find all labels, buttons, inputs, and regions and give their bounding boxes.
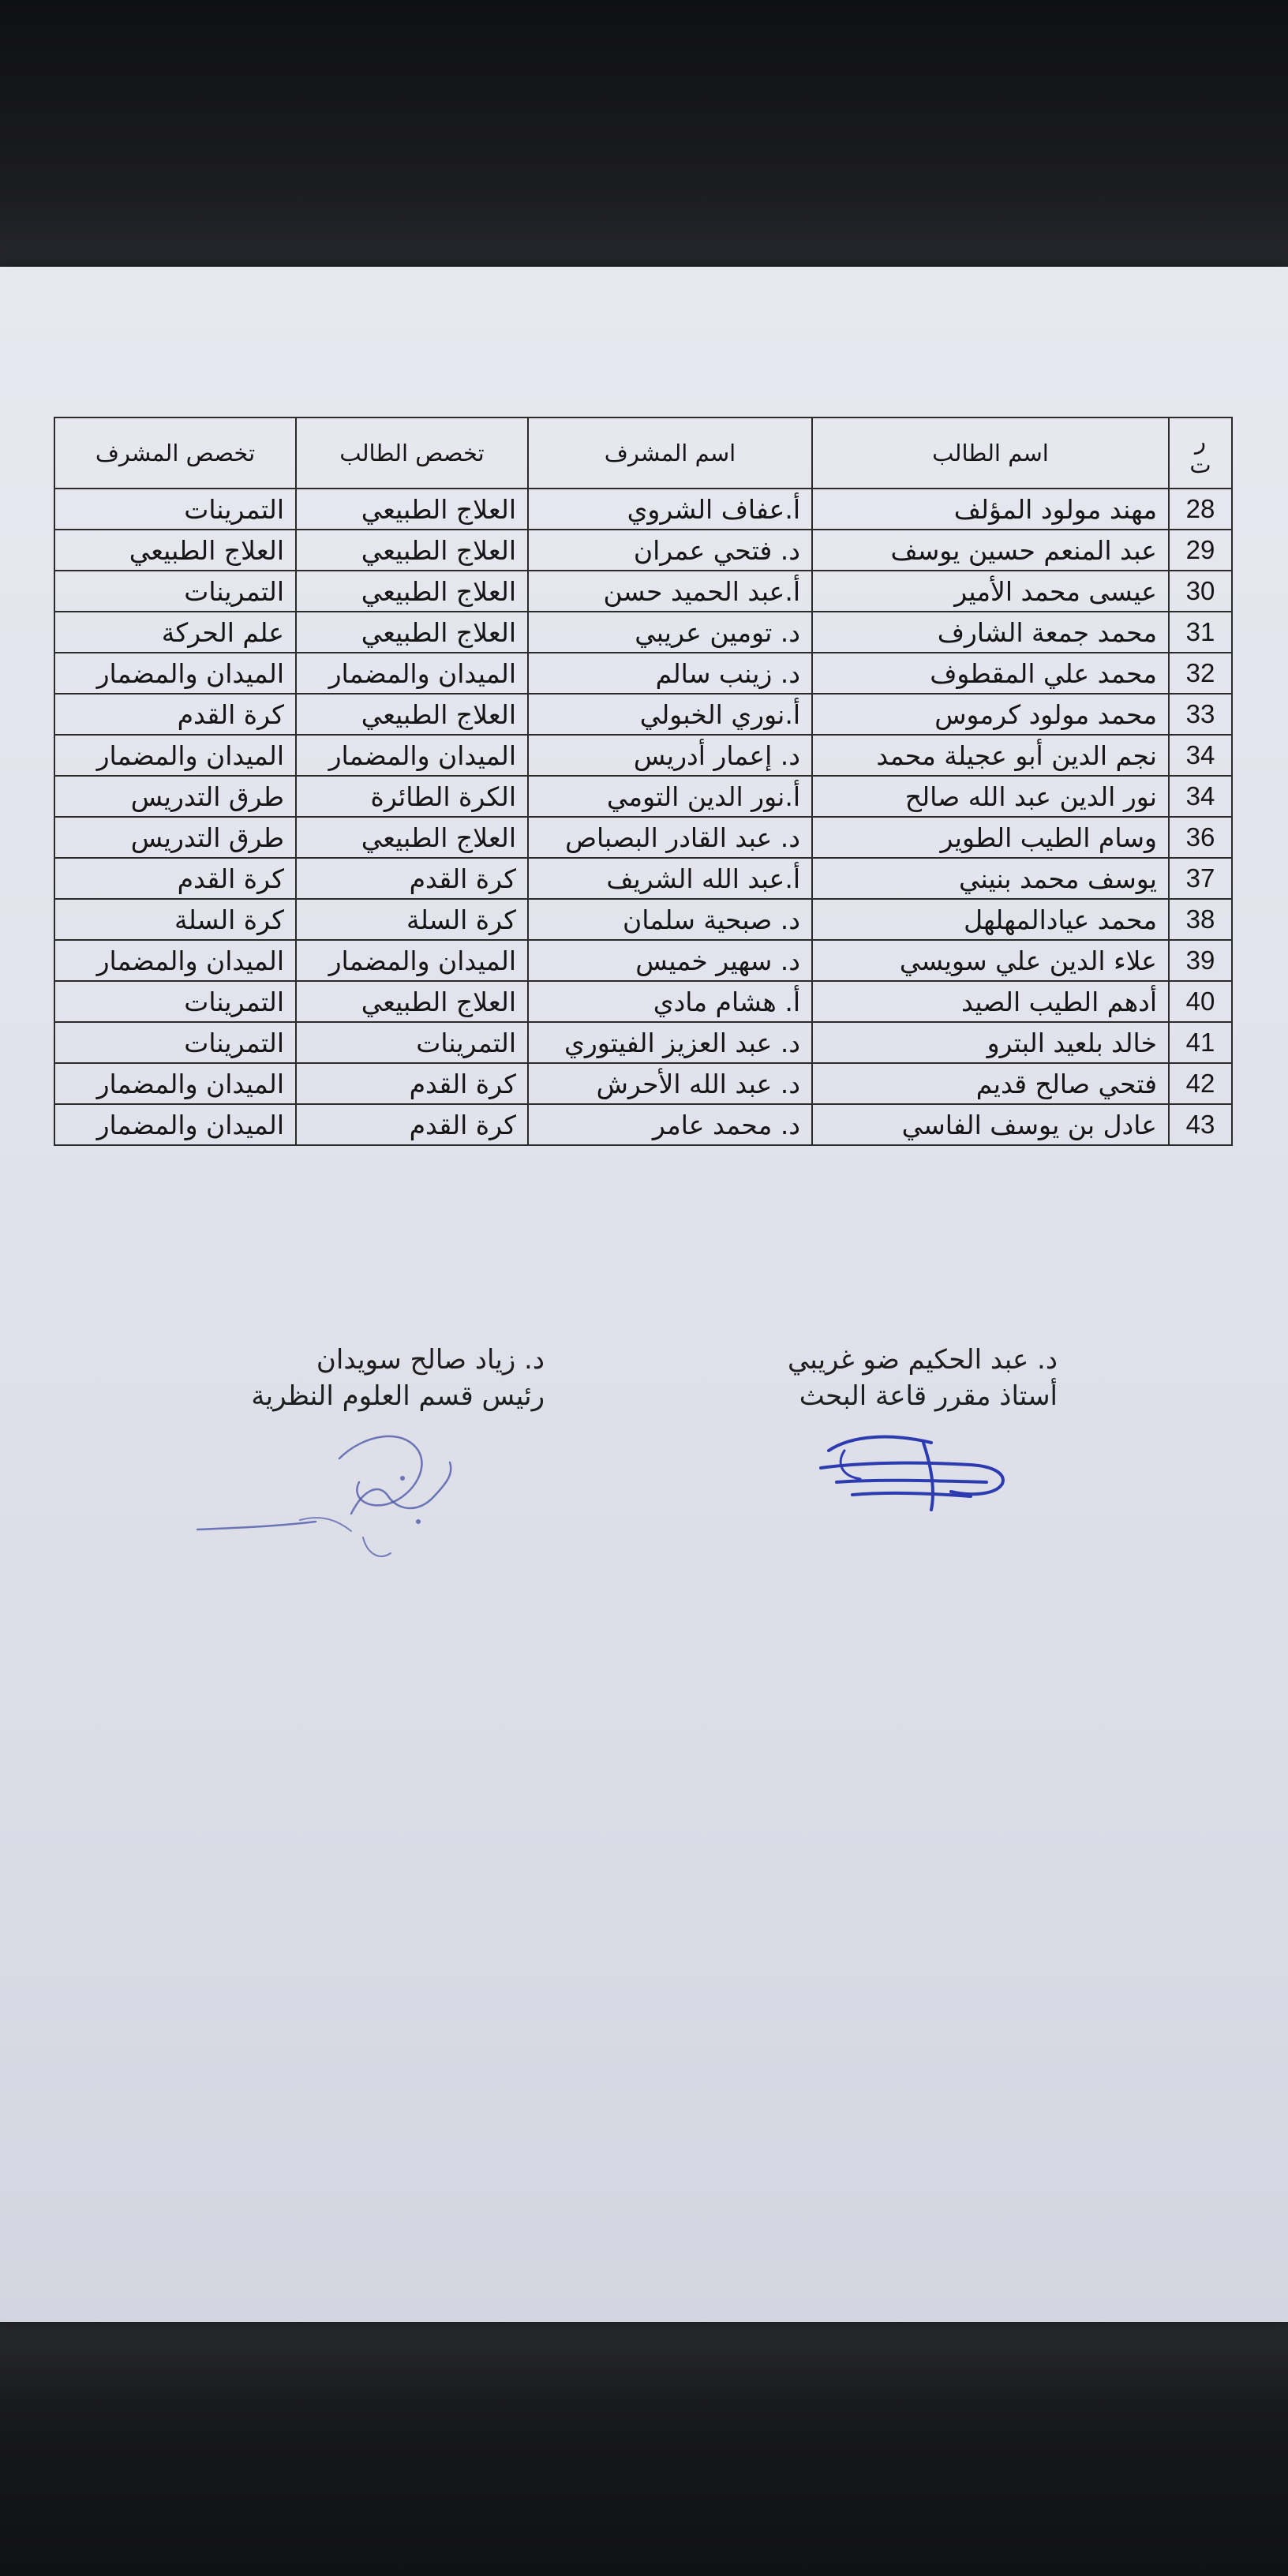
table-row (54, 1063, 1232, 1104)
supervisor-name-cell: د. سهير خميس (528, 940, 812, 981)
table-body (54, 489, 1232, 1145)
table-row (54, 940, 1232, 981)
header-number: ر ت (1169, 417, 1232, 489)
head-of-department-handwritten-signature (182, 1403, 481, 1585)
supervisor-name-cell: أ. هشام مادي (528, 981, 812, 1022)
supervisor-specialty-cell: العلاج الطبيعي (54, 530, 296, 571)
supervisor-name-cell: أ.عفاف الشروي (528, 489, 812, 530)
table-row (54, 489, 1232, 530)
student-name-cell: يوسف محمد بنيني (812, 858, 1169, 899)
student-name-cell: عبد المنعم حسين يوسف (812, 530, 1169, 571)
header-student-name: اسم الطالب (812, 417, 1169, 489)
student-name-cell: عادل بن يوسف الفاسي (812, 1104, 1169, 1145)
supervisor-name-cell: أ.نوري الخبولي (528, 694, 812, 735)
bottom-background (0, 2312, 1288, 2576)
supervisor-specialty-cell: علم الحركة (54, 612, 296, 653)
supervisor-name-cell: د. عبد العزيز الفيتوري (528, 1022, 812, 1063)
student-name-cell: فتحي صالح قديم (812, 1063, 1169, 1104)
row-number: 43 (1169, 1104, 1232, 1145)
supervisor-name-cell: د. زينب سالم (528, 653, 812, 694)
student-specialty-cell: العلاج الطبيعي (296, 489, 528, 530)
table-row (54, 981, 1232, 1022)
row-number: 32 (1169, 653, 1232, 694)
supervisor-specialty-cell: التمرينات (54, 981, 296, 1022)
supervisor-specialty-cell: الميدان والمضمار (54, 1104, 296, 1145)
row-number: 40 (1169, 981, 1232, 1022)
row-number: 42 (1169, 1063, 1232, 1104)
document-page (0, 267, 1288, 2322)
supervisor-name-cell: د. فتحي عمران (528, 530, 812, 571)
supervisor-specialty-cell: كرة السلة (54, 899, 296, 940)
top-background (0, 0, 1288, 268)
table-row (54, 1104, 1232, 1145)
student-specialty-cell: العلاج الطبيعي (296, 694, 528, 735)
student-name-cell: نجم الدين أبو عجيلة محمد (812, 735, 1169, 776)
supervisor-specialty-cell: التمرينات (54, 489, 296, 530)
table-row (54, 899, 1232, 940)
table-row (54, 735, 1232, 776)
header-supervisor-name: اسم المشرف (528, 417, 812, 489)
head-of-department-name: د. زياد صالح سويدان (316, 1344, 545, 1376)
supervisor-name-cell: أ.عبد الحميد حسن (528, 571, 812, 612)
supervisor-specialty-cell: طرق التدريس (54, 776, 296, 817)
row-number: 34 (1169, 735, 1232, 776)
student-name-cell: محمد مولود كرموس (812, 694, 1169, 735)
student-specialty-cell: العلاج الطبيعي (296, 612, 528, 653)
supervisor-specialty-cell: طرق التدريس (54, 817, 296, 858)
student-name-cell: خالد بلعيد البترو (812, 1022, 1169, 1063)
table-container (54, 417, 1231, 1146)
row-number: 33 (1169, 694, 1232, 735)
row-number: 39 (1169, 940, 1232, 981)
supervisor-name-cell: د. عبد القادر البصباص (528, 817, 812, 858)
row-number: 31 (1169, 612, 1232, 653)
research-supervisor-name: د. عبد الحكيم ضو غريبي (787, 1344, 1058, 1376)
table-row (54, 694, 1232, 735)
row-number: 29 (1169, 530, 1232, 571)
table-row (54, 776, 1232, 817)
student-specialty-cell: العلاج الطبيعي (296, 981, 528, 1022)
header-student-specialty: تخصص الطالب (296, 417, 528, 489)
student-specialty-cell: العلاج الطبيعي (296, 817, 528, 858)
supervisor-name-cell: أ.عبد الله الشريف (528, 858, 812, 899)
supervisor-specialty-cell: الميدان والمضمار (54, 735, 296, 776)
student-name-cell: مهند مولود المؤلف (812, 489, 1169, 530)
supervisor-name-cell: د. إعمار أدريس (528, 735, 812, 776)
student-name-cell: محمد عيادالمهلهل (812, 899, 1169, 940)
student-name-cell: محمد جمعة الشارف (812, 612, 1169, 653)
student-specialty-cell: الميدان والمضمار (296, 940, 528, 981)
student-name-cell: علاء الدين علي سويسي (812, 940, 1169, 981)
student-specialty-cell: التمرينات (296, 1022, 528, 1063)
supervisor-name-cell: د. صبحية سلمان (528, 899, 812, 940)
student-name-cell: وسام الطيب الطوير (812, 817, 1169, 858)
student-specialty-cell: كرة السلة (296, 899, 528, 940)
student-specialty-cell: الميدان والمضمار (296, 735, 528, 776)
students-table (54, 417, 1233, 1146)
student-specialty-cell: كرة القدم (296, 1104, 528, 1145)
student-specialty-cell: الكرة الطائرة (296, 776, 528, 817)
student-specialty-cell: العلاج الطبيعي (296, 571, 528, 612)
supervisor-specialty-cell: كرة القدم (54, 694, 296, 735)
table-row (54, 612, 1232, 653)
supervisor-specialty-cell: الميدان والمضمار (54, 1063, 296, 1104)
student-specialty-cell: العلاج الطبيعي (296, 530, 528, 571)
research-supervisor-handwritten-signature (813, 1419, 1018, 1522)
table-row (54, 571, 1232, 612)
supervisor-specialty-cell: التمرينات (54, 571, 296, 612)
head-of-department-title: رئيس قسم العلوم النظرية (251, 1380, 545, 1412)
supervisor-specialty-cell: كرة القدم (54, 858, 296, 899)
row-number: 30 (1169, 571, 1232, 612)
student-name-cell: نور الدين عبد الله صالح (812, 776, 1169, 817)
table-row (54, 653, 1232, 694)
table-row (54, 1022, 1232, 1063)
supervisor-specialty-cell: الميدان والمضمار (54, 940, 296, 981)
table-header-row (54, 417, 1232, 489)
row-number: 36 (1169, 817, 1232, 858)
supervisor-name-cell: أ.نور الدين التومي (528, 776, 812, 817)
research-supervisor-signature-block (726, 1342, 1058, 1414)
table-row (54, 817, 1232, 858)
student-specialty-cell: كرة القدم (296, 858, 528, 899)
table-row (54, 530, 1232, 571)
student-specialty-cell: الميدان والمضمار (296, 653, 528, 694)
student-name-cell: أدهم الطيب الصيد (812, 981, 1169, 1022)
supervisor-specialty-cell: التمرينات (54, 1022, 296, 1063)
header-supervisor-specialty: تخصص المشرف (54, 417, 296, 489)
student-specialty-cell: كرة القدم (296, 1063, 528, 1104)
student-name-cell: عيسى محمد الأمير (812, 571, 1169, 612)
supervisor-specialty-cell: الميدان والمضمار (54, 653, 296, 694)
research-supervisor-title: أستاذ مقرر قاعة البحث (799, 1380, 1058, 1412)
table-row (54, 858, 1232, 899)
row-number: 41 (1169, 1022, 1232, 1063)
supervisor-name-cell: د. عبد الله الأحرش (528, 1063, 812, 1104)
row-number: 38 (1169, 899, 1232, 940)
row-number: 37 (1169, 858, 1232, 899)
supervisor-name-cell: د. تومين عريبي (528, 612, 812, 653)
student-name-cell: محمد علي المقطوف (812, 653, 1169, 694)
row-number: 34 (1169, 776, 1232, 817)
supervisor-name-cell: د. محمد عامر (528, 1104, 812, 1145)
row-number: 28 (1169, 489, 1232, 530)
